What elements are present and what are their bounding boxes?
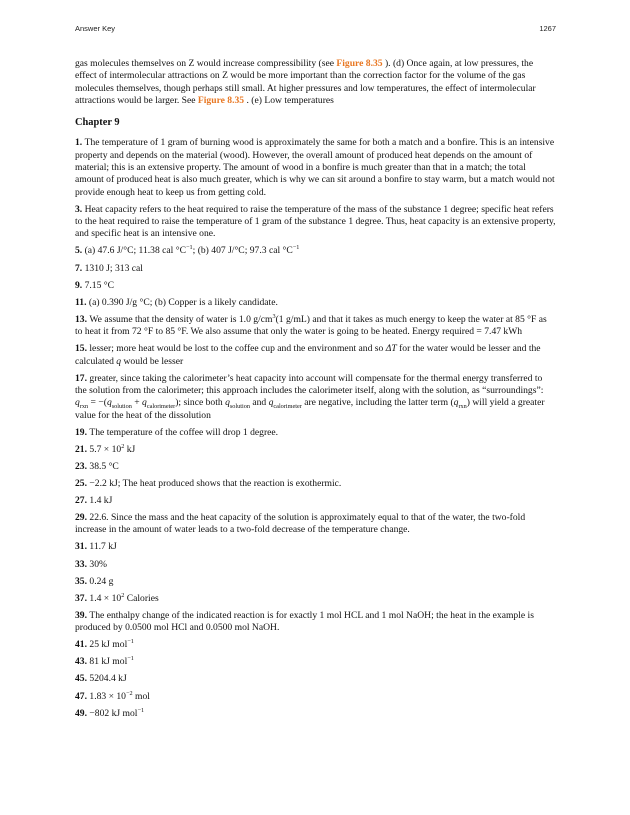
answer-text: 30% (89, 558, 107, 570)
answer-text: 22.6. Since the mass and the heat capacity of the solution is approximately equal to that of the water, the two-fold increase in the amount of water leads to a two-fold decrease of the temperature change. (75, 512, 526, 536)
answer-number: 17 (75, 372, 85, 384)
answer-45: 45. 5204.4 kJ (75, 673, 127, 685)
answer-text: 7.15 °C (84, 279, 115, 291)
answer-number: 7 (75, 262, 80, 274)
answer-text: Heat capacity refers to the heat required to raise the temperature of the mass of the substance 1 degree; specific heat refers to the heat required to raise the temperature of 1 gram of the substance 1 degree. Thus, heat capacity is an extensive property, and specific heat is an intensive one. (75, 203, 556, 240)
answer-number: 1 (75, 137, 80, 149)
answer-5: 5. (a) 47.6 J/°C; 11.38 cal $^\circ C^{-1}$; (b) 407 J/°C; 97.3 cal $^\circ C^{-1}$ (75, 244, 300, 257)
answer-35: 35. 0.24 g (75, 575, 114, 587)
answer-number: 11 (75, 296, 85, 308)
answer-9: 9. 7.15 °C (75, 279, 115, 291)
answer-number: 33 (75, 558, 85, 570)
answer-number: 5 (75, 245, 80, 257)
answer-text: −2.2 kJ; The heat produced shows that the reaction is exothermic. (89, 477, 342, 489)
answer-text: 1310 J; 313 cal (84, 262, 143, 274)
answer-15: 15. lesser; more heat would be lost to the coffee cup and the environment and so ΔT for the water would be lesser and the calculated q would be lesser (75, 343, 541, 367)
answer-37: 37. $1.4 \times 10^2$ Calories (75, 591, 159, 604)
chapter-heading: Chapter 9 (75, 117, 120, 129)
answer-33: 33. 30% (75, 558, 107, 570)
answer-49: 49. −802 kJ mol$^{-1}$ (75, 706, 145, 719)
answer-13: 13. We assume that the density of water is 1.0 $g/cm^3(1$ g/mL) and that it takes as much energy to keep the water at 85 °F as to heat it from 72 °F to 85 °F. We also assume that only the water is going to be heated. Energy required = 7.47 kWh (75, 312, 547, 338)
figure-link[interactable]: Figure 8.35 (197, 94, 245, 106)
answer-7: 7. 1310 J; 313 cal (75, 262, 143, 274)
answer-number: 37 (75, 592, 85, 604)
answer-text: The temperature of the coffee will drop 1 degree. (89, 426, 279, 438)
answer-number: 19 (75, 426, 85, 438)
answer-text: The enthalpy change of the indicated reaction is for exactly 1 mol HCL and 1 mol NaOH; the heat in the example is produced by 0.0500 mol HCl and 0.0500 mol NaOH. (75, 609, 534, 634)
answer-number: 31 (75, 541, 85, 553)
answer-21: 21. $5.7 \times 10^2$ kJ (75, 442, 136, 455)
answer-number: 27 (75, 494, 85, 506)
answer-text: 11.7 kJ (89, 541, 117, 553)
page-header (75, 24, 556, 38)
answer-number: 21 (75, 443, 85, 455)
answer-text: (a) 0.390 J/g °C; (b) Copper is a likely candidate. (88, 296, 278, 308)
page-number: 1267 (539, 24, 556, 33)
answer-number: 45 (75, 673, 85, 685)
figure-link[interactable]: Figure 8.35 (336, 58, 383, 69)
answer-number: 25 (75, 477, 85, 489)
answer-text: The temperature of 1 gram of burning wood is approximately the same for both a match and a bonfire. This is an intensive property and depends on the material (wood). However, the overall amount of produced heat depends on the amount of material; this is an extensive property. The amount of wood in a bonfire is much greater than that in a match; the total amount of produced heat is also much greater, which is why we can sit around a bonfire to stay warm, but a match would not provide enough heat to keep us from getting cold. (75, 137, 555, 198)
answer-text: 0.24 g (89, 575, 114, 587)
running-title: Answer Key (75, 24, 116, 33)
page-content (75, 58, 556, 725)
answer-17: 17. greater, since taking the calorimeter’s heat capacity into account will compensate for the thermal energy transferred to the solution from the calorimeter; this approach includes the calorimeter itself, along with the solution, as “surroundings”: $q_{rxn} = -(q_{solution} + q_{calorimeter})$; since both $q_{solution}$ and $q_{calorimeter}$ are negative, including the latter term $(q_{rxn})$ will yield a greater value for the heat of the dissolution (75, 372, 545, 421)
answer-text: 5204.4 kJ (89, 673, 127, 685)
answer-number: 23 (75, 460, 85, 472)
answer-number: 3 (75, 203, 80, 215)
answer-23: 23. 38.5 °C (75, 460, 119, 472)
answer-number: 35 (75, 575, 85, 587)
answer-number: 43 (75, 656, 85, 668)
answer-text: 38.5 °C (89, 460, 119, 472)
answer-29: 29. 22.6. Since the mass and the heat capacity of the solution is approximately equal to that of the water, the two-fold increase in the amount of water leads to a two-fold decrease of the temperature change. (75, 512, 526, 536)
answer-number: 47 (75, 690, 85, 702)
answer-number: 29 (75, 512, 85, 524)
answer-27: 27. 1.4 kJ (75, 494, 113, 506)
answer-number: 39 (75, 609, 85, 621)
answer-43: 43. 81 kJ mol$^{-1}$ (75, 655, 134, 668)
answer-text: 1.4 kJ (89, 494, 113, 506)
answer-31: 31. 11.7 kJ (75, 541, 117, 553)
answer-number: 41 (75, 639, 85, 651)
answer-1: 1. The temperature of 1 gram of burning wood is approximately the same for both a match and a bonfire. This is an intensive property and depends on the material (wood). However, the overall amount of produced heat depends on the amount of material; this is an extensive property. The amount of wood in a bonfire is much greater than that in a match; the total amount of produced heat is also much greater, which is why we can sit around a bonfire to stay warm, but a match would not provide enough heat to keep us from getting cold. (75, 137, 555, 198)
answer-11: 11. (a) 0.390 J/g °C; (b) Copper is a likely candidate. (75, 296, 278, 308)
answer-47: 47. $1.83 \times 10^{-2}$ mol (75, 689, 150, 702)
answer-number: 9 (75, 279, 80, 291)
answer-3: 3. Heat capacity refers to the heat required to raise the temperature of the mass of the substance 1 degree; specific heat refers to the heat required to raise the temperature of 1 gram of the substance 1 degree. Thus, heat capacity is an extensive property, and specific heat is an intensive one. (75, 203, 556, 240)
answer-25: 25. −2.2 kJ; The heat produced shows that the reaction is exothermic. (75, 477, 342, 489)
answer-number: 13 (75, 313, 85, 325)
answer-number: 15 (75, 343, 85, 355)
intro-paragraph: gas molecules themselves on Z would increase compressibility (see Figure 8.35 ). (d) Once again, at low pressures, the effect of intermolecular attractions on Z would be more important than the correction factor for the volume of the gas molecules themselves, though perhaps still small. At higher pressures and low temperatures, the effect of intermolecular attractions would be larger. See Figure 8.35 . (e) Low temperatures (75, 58, 536, 106)
answer-41: 41. 25 kJ mol$^{-1}$ (75, 638, 134, 651)
answer-39: 39. The enthalpy change of the indicated reaction is for exactly 1 mol HCL and 1 mol NaOH; the heat in the example is produced by 0.0500 mol HCl and 0.0500 mol NaOH. (75, 609, 534, 634)
answer-number: 49 (75, 707, 85, 719)
answer-19: 19. The temperature of the coffee will drop 1 degree. (75, 426, 279, 438)
